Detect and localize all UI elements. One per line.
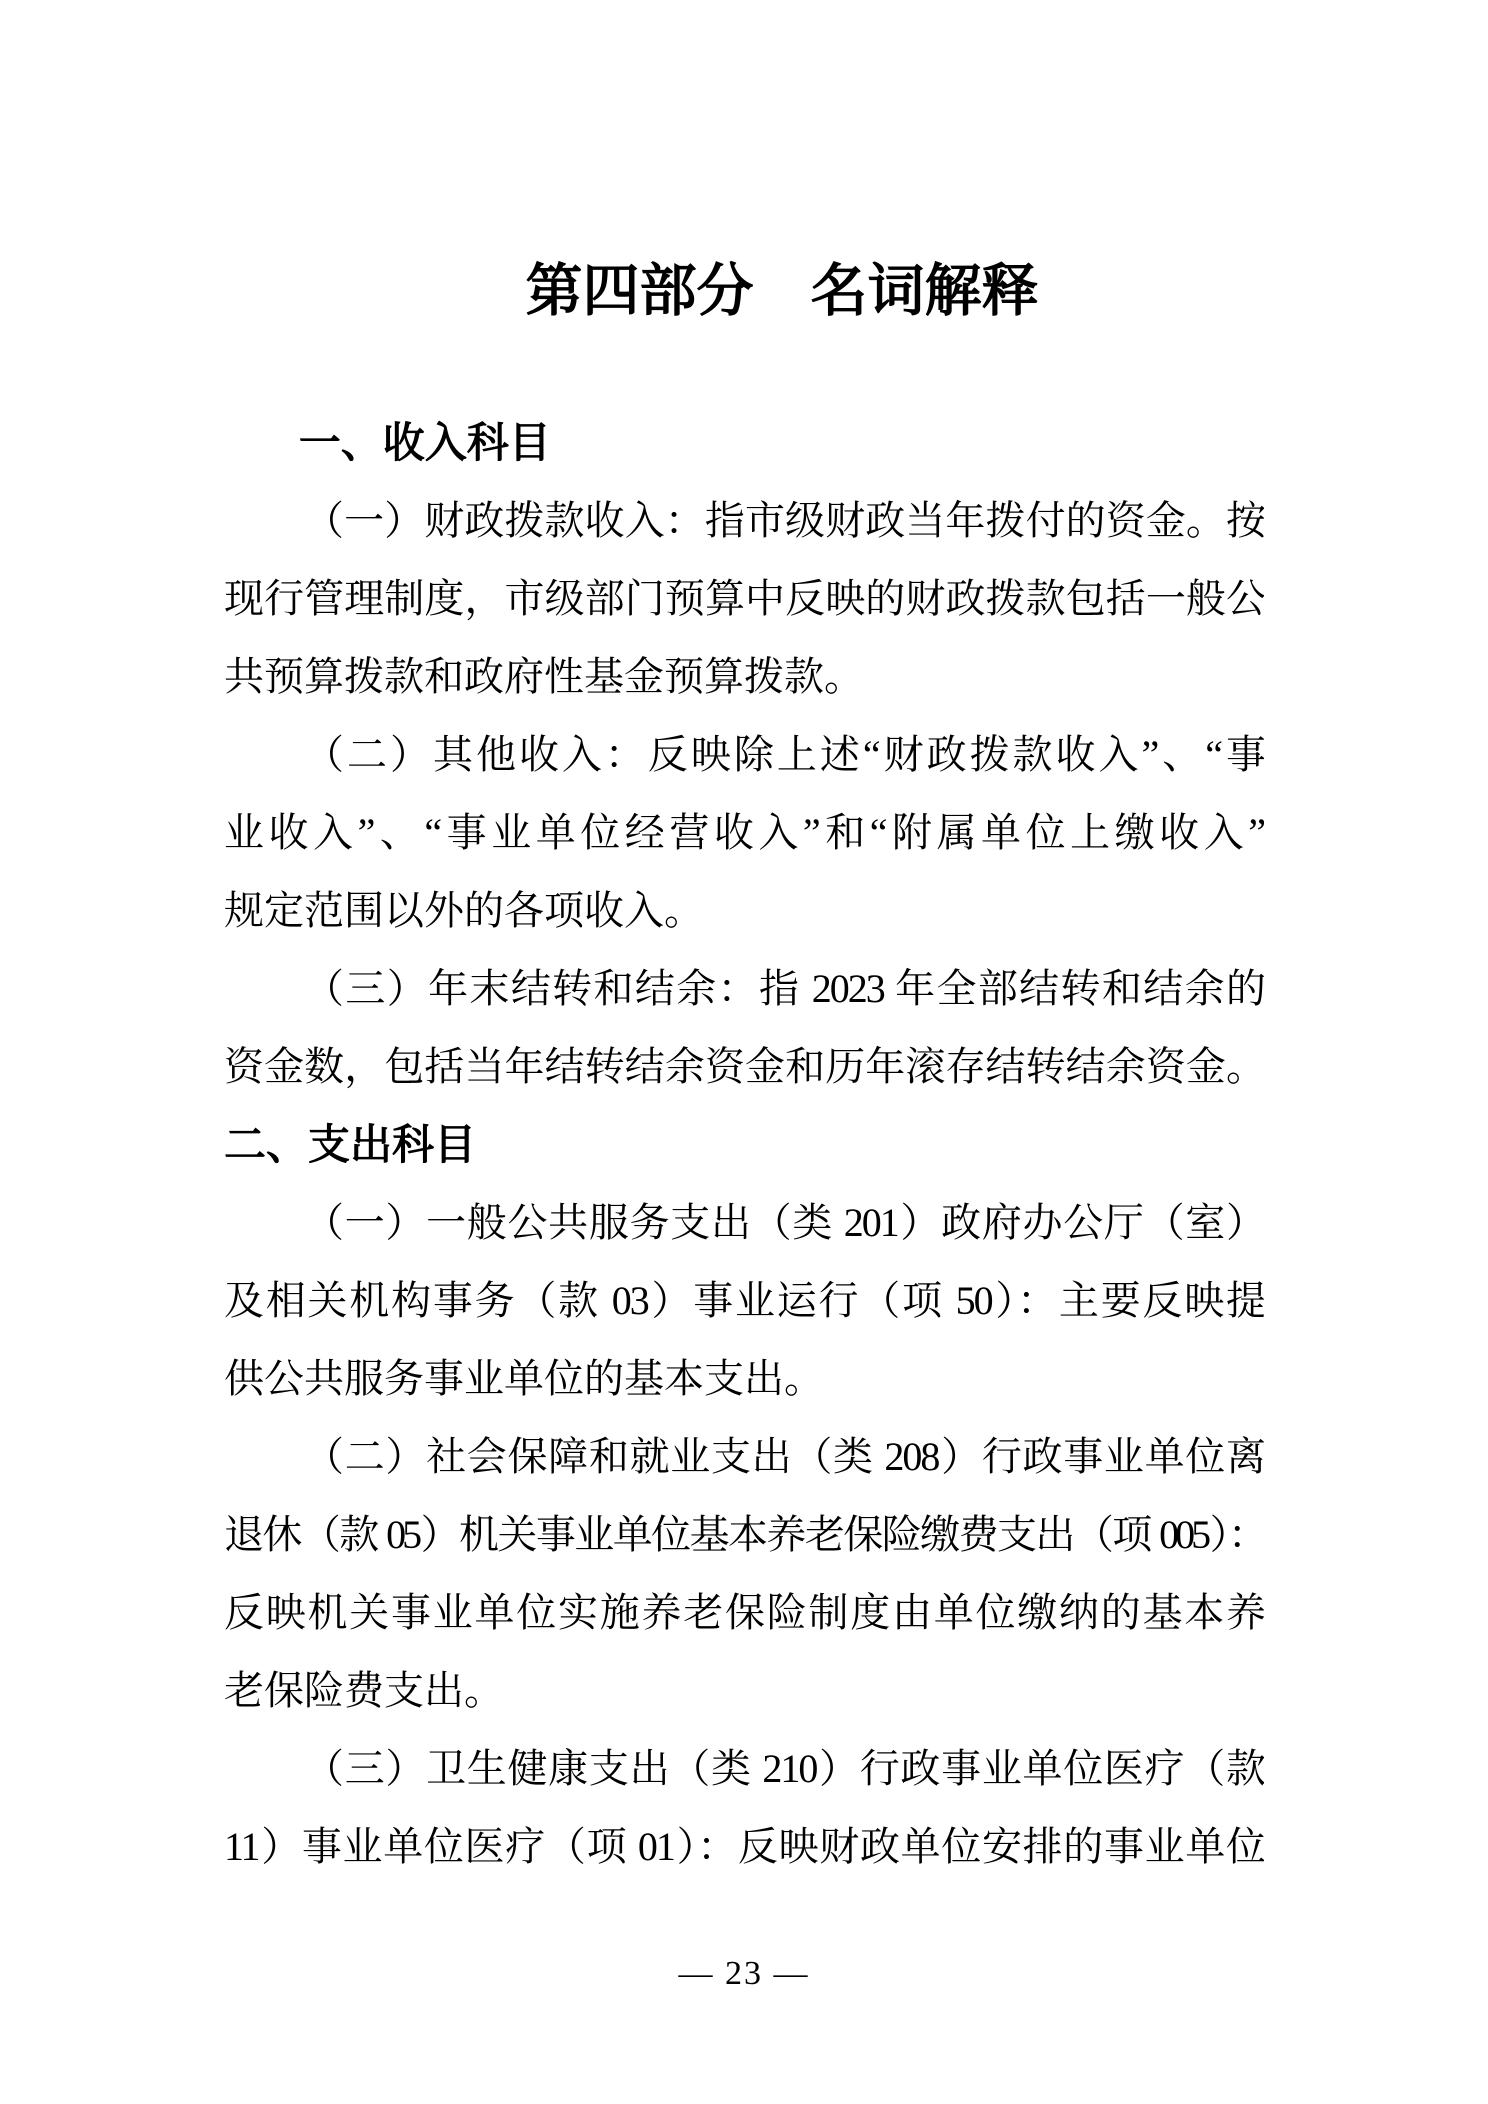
- text-line: （一）财政拨款收入：指市级财政当年拨付的资金。按: [304, 498, 1264, 543]
- text-line: 老保险费支出。: [224, 1668, 504, 1713]
- text-line: 11）事业单位医疗（项 01）：反映财政单位安排的事业单位: [224, 1824, 1264, 1869]
- text-line: 共预算拨款和政府性基金预算拨款。: [224, 654, 864, 699]
- text-line: 规定范围以外的各项收入。: [224, 888, 704, 933]
- text-line: （二）社会保障和就业支出（类 208）行政事业单位离: [304, 1434, 1264, 1479]
- text-line: （二）其他收入：反映除上述“财政拨款收入”、“事: [304, 732, 1264, 777]
- text-line: 及相关机构事务（款 03）事业运行（项 50）：主要反映提: [224, 1278, 1264, 1323]
- text-line: 资金数，包括当年结转结余资金和历年滚存结转结余资金。: [224, 1044, 1264, 1089]
- document-title: 第四部分 名词解释: [525, 260, 1039, 323]
- text-line: 现行管理制度，市级部门预算中反映的财政拨款包括一般公: [224, 576, 1264, 621]
- section-heading-expenditure: 二、支出科目: [224, 1121, 477, 1168]
- text-line: （一）一般公共服务支出（类 201）政府办公厅（室）: [304, 1200, 1264, 1245]
- text-line: 退休（款 05）机关事业单位基本养老保险缴费支出（项 005）：: [224, 1512, 1264, 1557]
- text-line: 业收入”、“事业单位经营收入”和“附属单位上缴收入”: [224, 810, 1264, 855]
- text-line: 供公共服务事业单位的基本支出。: [224, 1356, 824, 1401]
- text-line: （三）卫生健康支出（类 210）行政事业单位医疗（款: [304, 1746, 1264, 1791]
- text-line: 反映机关事业单位实施养老保险制度由单位缴纳的基本养: [224, 1590, 1264, 1635]
- section-heading-revenue: 一、收入科目: [298, 419, 551, 466]
- text-line: （三）年末结转和结余：指 2023 年全部结转和结余的: [304, 966, 1264, 1011]
- document-body: [224, 404, 1264, 1886]
- page-number: — 23 —: [678, 1955, 810, 1992]
